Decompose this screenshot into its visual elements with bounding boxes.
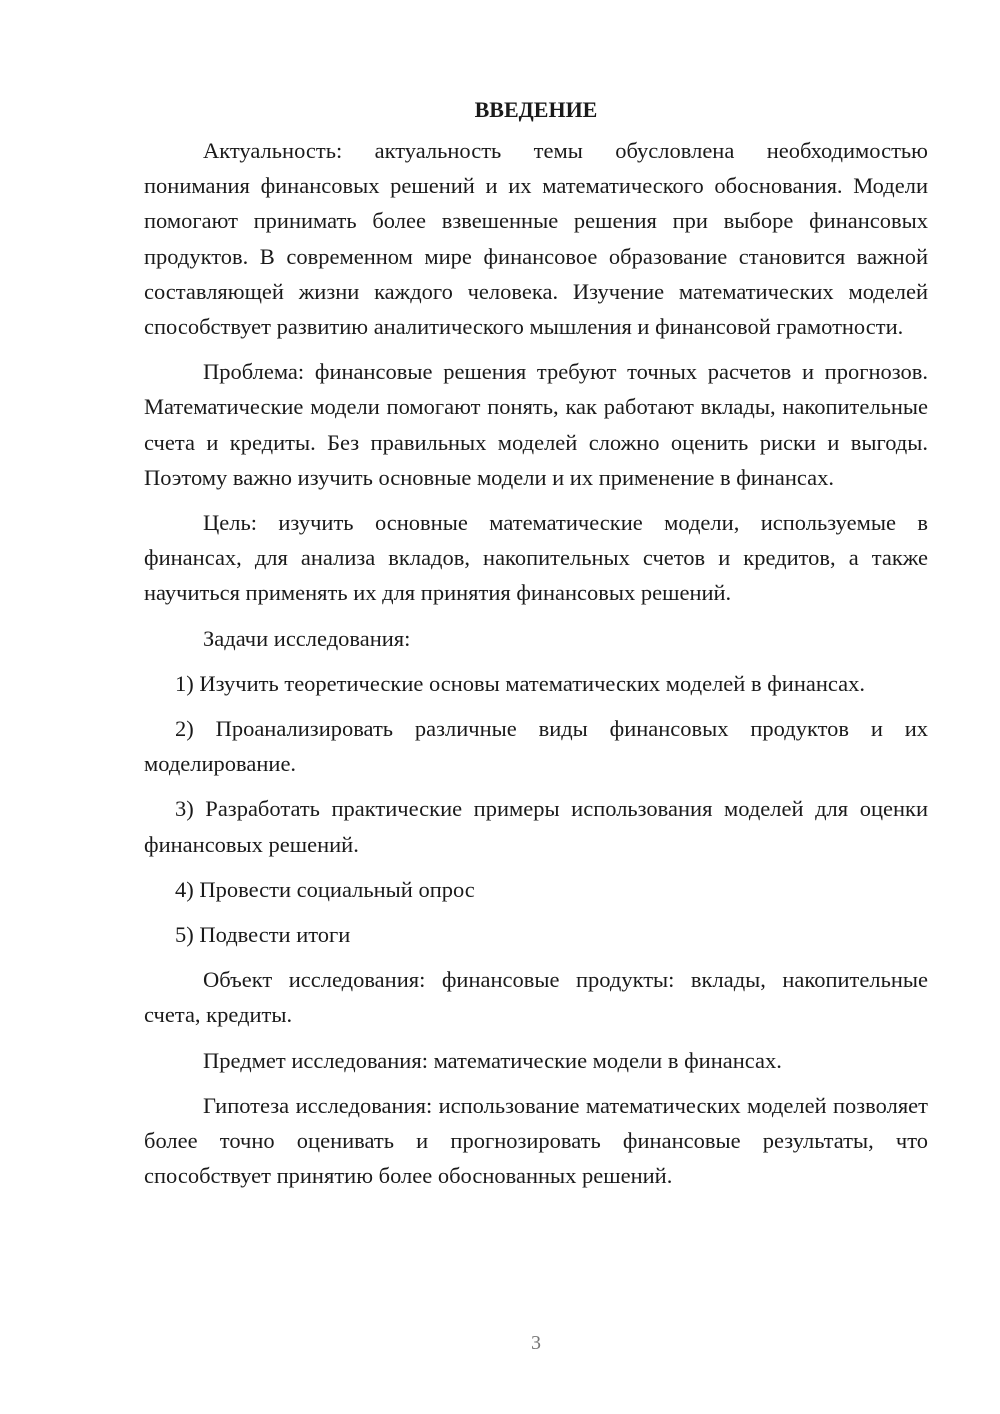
task-item: 4) Провести социальный опрос xyxy=(175,876,475,902)
object-paragraph: Объект исследования: финансовые продукты: вклады, накопительные счета, кредиты. xyxy=(144,967,928,1028)
task-item: 2) Проанализировать различные виды финансовых продуктов и их моделирование. xyxy=(144,716,928,777)
task-item: 1) Изучить теоретические основы математических моделей в финансах. xyxy=(175,670,866,696)
tasks-heading: Задачи исследования: xyxy=(203,625,411,651)
task-item: 3) Разработать практические примеры использования моделей для оценки финансовых решений. xyxy=(144,796,928,857)
relevance-paragraph: Актуальность: актуальность темы обусловлена необходимостью понимания финансовых решений и их математического обоснования. Модели помогают принимать более взвешенные решения при выборе финансовых продуктов. В современном мире финансовое образование становится важной составляющей жизни каждого человека. Изучение математических моделей способствует развитию аналитического мышления и финансовой грамотности. xyxy=(144,138,928,340)
page-number: 3 xyxy=(531,1332,541,1354)
problem-paragraph: Проблема: финансовые решения требуют точных расчетов и прогнозов. Математические модели помогают понять, как работают вклады, накопительные счета и кредиты. Без правильных моделей сложно оценить риски и выгоды. Поэтому важно изучить основные модели и их применение в финансах. xyxy=(144,359,928,490)
section-title: ВВЕДЕНИЕ xyxy=(474,97,598,122)
document-body xyxy=(144,92,928,1203)
subject-paragraph: Предмет исследования: математические модели в финансах. xyxy=(203,1047,782,1073)
hypothesis-paragraph: Гипотеза исследования: использование математических моделей позволяет более точно оценивать и прогнозировать финансовые результаты, что способствует принятию более обоснованных решений. xyxy=(144,1092,928,1189)
task-item: 5) Подвести итоги xyxy=(175,922,351,948)
goal-paragraph: Цель: изучить основные математические модели, используемые в финансах, для анализа вкладов, накопительных счетов и кредитов, а также научиться применять их для принятия финансовых решений. xyxy=(144,510,928,606)
